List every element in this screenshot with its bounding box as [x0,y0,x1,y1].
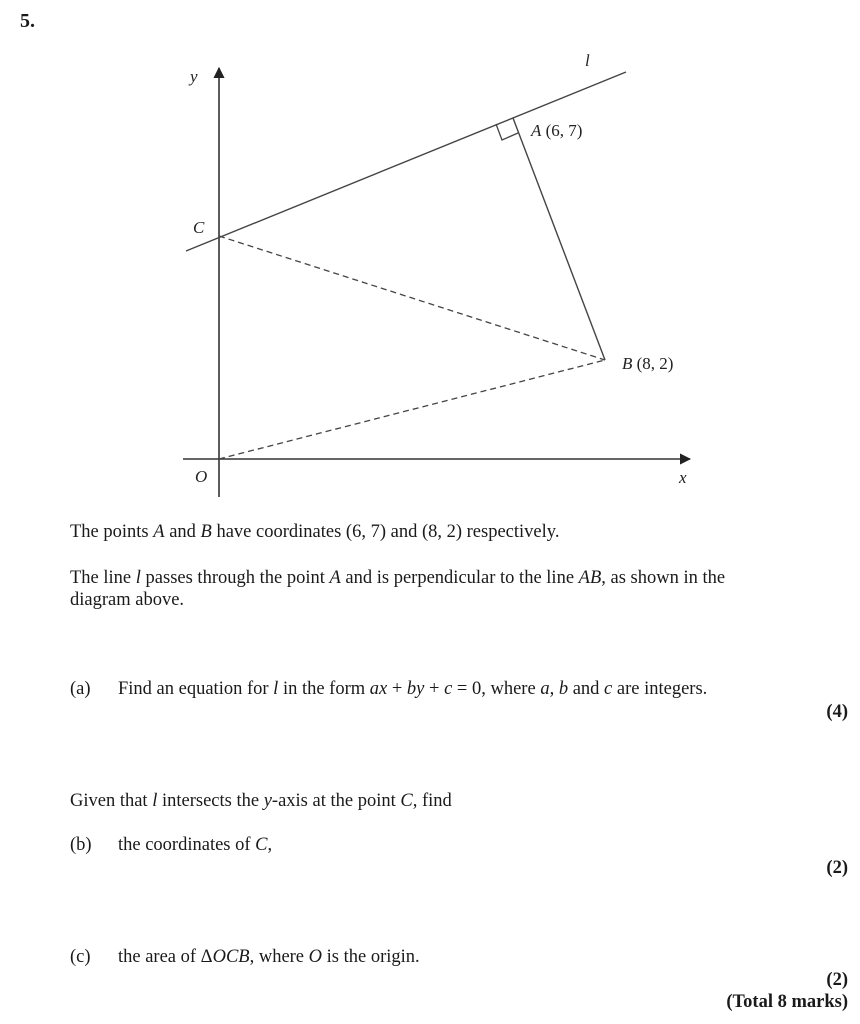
intro-line-2: The line l passes through the point A and is perpendicular to the line AB, as shown in the [70,568,726,588]
total-marks: (Total 8 marks) [726,992,848,1012]
part-c-marks: (2) [826,970,848,990]
part-b-marks: (2) [826,858,848,878]
geometry-diagram [0,0,860,510]
x-axis-label: x [679,468,687,487]
segment-ob-dashed [219,360,605,459]
y-axis-label: y [190,67,198,86]
part-a-question: (a) Find an equation for l in the form ax + by + c = 0, where a, b and c are integers. [70,679,708,699]
line-l-label: l [585,51,590,70]
part-a-marks: (4) [826,702,848,722]
part-c-label: (c) [70,947,91,967]
question-number: 5. [20,10,35,32]
line-l [186,72,626,251]
part-b-question: (b) the coordinates of C, [70,835,273,855]
right-angle-marker [496,124,518,140]
point-a-label: A (6, 7) [531,121,583,140]
point-b-label: B (8, 2) [622,354,674,373]
given-statement: Given that l intersects the y-axis at the point C, find [70,791,452,811]
origin-label: O [195,467,208,486]
part-b-label: (b) [70,835,92,855]
intro-line-1: The points A and B have coordinates (6, 7) and (8, 2) respectively. [70,522,560,542]
segment-ab [513,118,605,360]
part-a-label: (a) [70,679,91,699]
point-c-label: C [193,218,205,237]
part-c-question: (c) the area of ΔOCB, where O is the origin. [70,947,420,967]
segment-cb-dashed [219,236,605,360]
intro-line-3: diagram above. [70,590,185,610]
